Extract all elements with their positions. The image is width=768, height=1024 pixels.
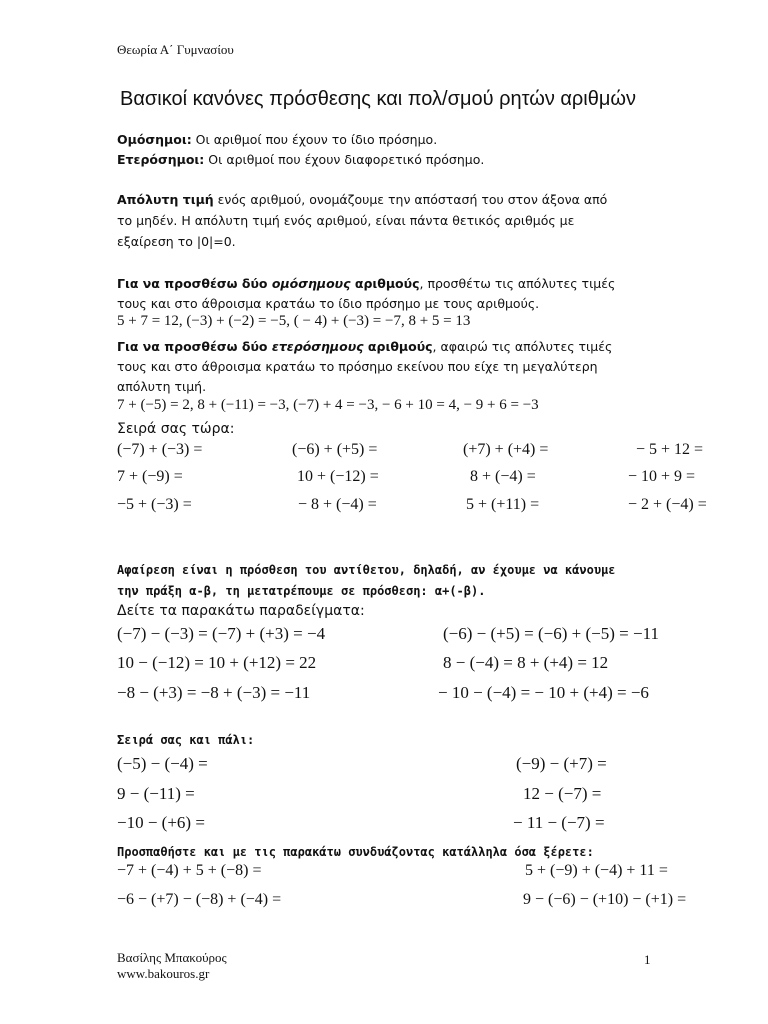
rule-same-text-1: , προσθέτω τις απόλυτες τιμές xyxy=(419,276,616,291)
exercise1-r1c4: − 5 + 12 = xyxy=(636,441,704,458)
subtraction-line-2: την πράξη α-β, τη μετατρέπουμε σε πρόσθεση: α+(-β). xyxy=(117,584,486,598)
rule-diff-text-1: , αφαιρώ τις απόλυτες τιμές xyxy=(432,339,613,354)
exercise2-r2c2: 12 − (−7) = xyxy=(523,784,602,803)
exercise1-r2c1: 7 + (−9) = xyxy=(117,468,183,485)
exercise3-r1c1: −7 + (−4) + 5 + (−8) = xyxy=(117,862,262,879)
exercise3-r2c1: −6 − (+7) − (−8) + (−4) = xyxy=(117,891,282,908)
sub-example-r1c1: (−7) − (−3) = (−7) + (+3) = −4 xyxy=(117,624,326,643)
rule-same-line-2: τους και στο άθροισμα κρατάω το ίδιο πρόσημο με τους αριθμούς. xyxy=(117,296,540,311)
term-diff-sign: Ετερόσημοι: xyxy=(117,152,205,167)
exercise1-heading: Σειρά σας τώρα: xyxy=(117,421,235,437)
rule-diff-line-2: τους και στο άθροισμα κρατάω το πρόσημο εκείνου που είχε τη μεγαλύτερη xyxy=(117,359,598,374)
rule-diff-lead: Για να προσθέσω δύο xyxy=(117,339,272,354)
rule-same-lead: Για να προσθέσω δύο xyxy=(117,276,272,291)
text-same-sign: Οι αριθμοί που έχουν το ίδιο πρόσημο. xyxy=(191,132,438,147)
text-diff-sign: Οι αριθμοί που έχουν διαφορετικό πρόσημο. xyxy=(204,152,485,167)
exercise1-r2c3: 8 + (−4) = xyxy=(470,468,536,485)
abs-line-1 xyxy=(117,190,607,210)
abs-text-1: ενός αριθμού, ονομάζουμε την απόστασή του στον άξονα από xyxy=(213,192,608,207)
exercise1-r1c3: (+7) + (+4) = xyxy=(463,441,549,458)
rule-same-line-1 xyxy=(117,274,615,294)
exercise2-r3c1: −10 − (+6) = xyxy=(117,813,205,832)
exercise1-r1c2: (−6) + (+5) = xyxy=(292,441,378,458)
page-number: 1 xyxy=(644,952,651,967)
term-abs: Απόλυτη τιμή xyxy=(117,192,214,207)
exercise2-heading: Σειρά σας και πάλι: xyxy=(117,733,255,747)
rule-same-tail: αριθμούς xyxy=(350,276,420,291)
sub-example-r2c2: 8 − (−4) = 8 + (+4) = 12 xyxy=(443,653,609,672)
sub-example-r2c1: 10 − (−12) = 10 + (+12) = 22 xyxy=(117,653,317,672)
exercise2-r3c2: − 11 − (−7) = xyxy=(513,813,605,832)
exercise1-r2c2: 10 + (−12) = xyxy=(297,468,379,485)
exercise1-r3c1: −5 + (−3) = xyxy=(117,496,192,513)
exercise3-heading: Προσπαθήστε και με τις παρακάτω συνδυάζοντας κατάλληλα όσα ξέρετε: xyxy=(117,845,594,859)
exercise2-r2c1: 9 − (−11) = xyxy=(117,784,195,803)
footer-site: www.bakouros.gr xyxy=(117,966,210,981)
rule-diff-line-3: απόλυτη τιμή. xyxy=(117,379,207,394)
rule-same-examples: 5 + 7 = 12, (−3) + (−2) = −5, ( − 4) + (−3) = −7, 8 + 5 = 13 xyxy=(117,313,471,329)
rule-same-keyword: ομόσημους xyxy=(271,276,351,291)
exercise1-r2c4: − 10 + 9 = xyxy=(628,468,696,485)
rule-diff-keyword: ετερόσημους xyxy=(271,339,364,354)
rule-diff-line-1 xyxy=(117,337,612,357)
rule-diff-examples: 7 + (−5) = 2, 8 + (−11) = −3, (−7) + 4 = −3, − 6 + 10 = 4, − 9 + 6 = −3 xyxy=(117,397,539,413)
subtraction-examples-label: Δείτε τα παρακάτω παραδείγματα: xyxy=(117,603,365,619)
exercise1-r1c1: (−7) + (−3) = xyxy=(117,441,203,458)
exercise2-r1c1: (−5) − (−4) = xyxy=(117,754,208,773)
term-same-sign: Ομόσημοι: xyxy=(117,132,192,147)
exercise3-r1c2: 5 + (−9) + (−4) + 11 = xyxy=(525,862,668,879)
subtraction-line-1: Αφαίρεση είναι η πρόσθεση του αντίθετου, δηλαδή, αν έχουμε να κάνουμε xyxy=(117,563,616,577)
sub-example-r1c2: (−6) − (+5) = (−6) + (−5) = −11 xyxy=(443,624,659,643)
page-header: Θεωρία Α΄ Γυμνασίου xyxy=(117,42,234,57)
abs-line-2: το μηδέν. Η απόλυτη τιμή ενός αριθμού, είναι πάντα θετικός αριθμός με xyxy=(117,213,575,228)
sub-example-r3c1: −8 − (+3) = −8 + (−3) = −11 xyxy=(117,683,311,702)
definition-same-sign xyxy=(117,130,437,150)
footer-author: Βασίλης Μπακούρος xyxy=(117,950,227,965)
exercise3-r2c2: 9 − (−6) − (+10) − (+1) = xyxy=(523,891,687,908)
definition-diff-sign xyxy=(117,150,484,170)
exercise1-r3c4: − 2 + (−4) = xyxy=(628,496,707,513)
page-title: Βασικοί κανόνες πρόσθεσης και πολ/σμού ρητών αριθμών xyxy=(120,88,637,110)
abs-line-3: εξαίρεση το |0|=0. xyxy=(117,234,236,249)
exercise1-r3c2: − 8 + (−4) = xyxy=(298,496,377,513)
exercise1-r3c3: 5 + (+11) = xyxy=(466,496,540,513)
sub-example-r3c2: − 10 − (−4) = − 10 + (+4) = −6 xyxy=(438,683,649,702)
rule-diff-tail: αριθμούς xyxy=(363,339,433,354)
exercise2-r1c2: (−9) − (+7) = xyxy=(516,754,607,773)
